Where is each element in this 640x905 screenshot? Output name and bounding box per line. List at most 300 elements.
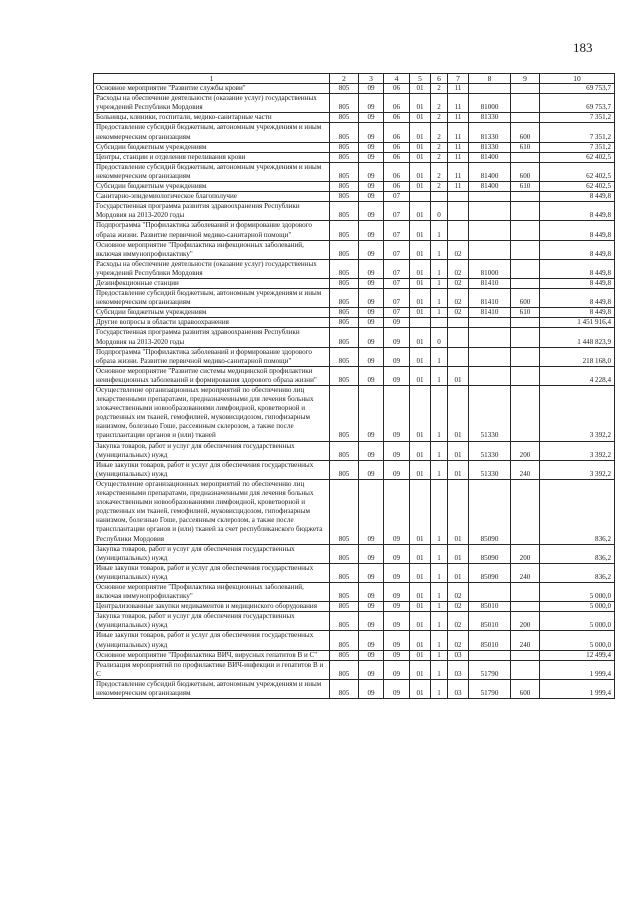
program-cell: [410, 318, 431, 328]
header-row: [94, 74, 615, 84]
section-code-cell: 09: [359, 113, 384, 123]
subprogram-cell: 1: [431, 308, 448, 318]
target-article-cell: 51330: [469, 460, 511, 479]
event-cell: [448, 221, 469, 240]
subprogram-cell: 1: [431, 631, 448, 650]
event-cell: 01: [448, 441, 469, 460]
expense-type-cell: 240: [511, 563, 540, 582]
table-row: [94, 328, 615, 347]
event-cell: 02: [448, 289, 469, 308]
subsection-code-cell: 09: [384, 631, 410, 650]
program-cell: 01: [410, 660, 431, 679]
table-row: [94, 308, 615, 318]
program-cell: 01: [410, 308, 431, 318]
subprogram-cell: 0: [431, 202, 448, 221]
amount-cell: 8 449,8: [540, 259, 615, 278]
program-code-cell: 805: [330, 366, 359, 385]
expense-type-cell: [511, 366, 540, 385]
program-cell: 01: [410, 544, 431, 563]
event-cell: 01: [448, 386, 469, 442]
row-name-cell: Государственная программа развития здравоохранения Республики Мордовия на 2013-2020 годы: [94, 202, 330, 221]
program-code-cell: 805: [330, 660, 359, 679]
target-article-cell: 81330: [469, 142, 511, 152]
event-cell: 02: [448, 602, 469, 612]
subsection-code-cell: 07: [384, 202, 410, 221]
program-code-cell: 805: [330, 612, 359, 631]
table-row: [94, 123, 615, 142]
program-cell: 01: [410, 679, 431, 698]
target-article-cell: [469, 366, 511, 385]
program-code-cell: 805: [330, 544, 359, 563]
expense-type-cell: 610: [511, 142, 540, 152]
event-cell: 02: [448, 582, 469, 601]
section-code-cell: 09: [359, 544, 384, 563]
program-code-cell: 805: [330, 192, 359, 202]
table-row: [94, 192, 615, 202]
subsection-code-cell: 07: [384, 289, 410, 308]
program-cell: 01: [410, 602, 431, 612]
subsection-code-cell: 09: [384, 563, 410, 582]
subprogram-cell: 1: [431, 386, 448, 442]
row-name-cell: Подпрограмма "Профилактика заболеваний и формирование здорового образа жизни. Развитие первичной медико-санитарной помощи": [94, 221, 330, 240]
row-name-cell: Централизованные закупки медикаментов и медицинского оборудования: [94, 602, 330, 612]
section-code-cell: 09: [359, 94, 384, 113]
row-name-cell: Реализация мероприятий по профилактике ВИЧ-инфекции и гепатитов В и С: [94, 660, 330, 679]
amount-cell: 836,2: [540, 479, 615, 544]
table-row: [94, 631, 615, 650]
row-name-cell: Субсидии бюджетным учреждениям: [94, 308, 330, 318]
table-row: [94, 142, 615, 152]
amount-cell: 1 451 916,4: [540, 318, 615, 328]
program-cell: 01: [410, 347, 431, 366]
amount-cell: 836,2: [540, 544, 615, 563]
page-number: 183: [573, 40, 593, 55]
subprogram-cell: 1: [431, 460, 448, 479]
subsection-code-cell: 06: [384, 162, 410, 181]
section-code-cell: 09: [359, 182, 384, 192]
row-name-cell: Осуществление организационных мероприятий по обеспечению лиц лекарственными препаратами, предназначенными для лечения больных злокачественными новообразованиями лимфоидной, кроветворной и родственных им тканей, гемофилией, муковисцидозом, гипофизарным нанизмом, болезнью Гоше, рассеянным склерозом, а также после трансплантации органов и (или) тканей: [94, 386, 330, 442]
amount-cell: 5 000,0: [540, 612, 615, 631]
subsection-code-cell: 09: [384, 679, 410, 698]
subsection-code-cell: 06: [384, 84, 410, 94]
event-cell: 11: [448, 94, 469, 113]
amount-cell: 8 449,8: [540, 240, 615, 259]
section-code-cell: 09: [359, 347, 384, 366]
expense-type-cell: [511, 660, 540, 679]
subsection-code-cell: 09: [384, 660, 410, 679]
target-article-cell: 81000: [469, 259, 511, 278]
expense-type-cell: [511, 152, 540, 162]
row-name-cell: Государственная программа развития здравоохранения Республики Мордовия на 2013-2020 годы: [94, 328, 330, 347]
event-cell: 01: [448, 460, 469, 479]
subprogram-cell: 1: [431, 278, 448, 288]
table-row: [94, 386, 615, 442]
target-article-cell: [469, 202, 511, 221]
target-article-cell: 51330: [469, 441, 511, 460]
program-cell: 01: [410, 366, 431, 385]
program-cell: 01: [410, 123, 431, 142]
section-code-cell: 09: [359, 192, 384, 202]
section-code-cell: 09: [359, 123, 384, 142]
program-code-cell: 805: [330, 308, 359, 318]
event-cell: 01: [448, 563, 469, 582]
table-row: [94, 441, 615, 460]
table-row: [94, 152, 615, 162]
amount-cell: 5 000,0: [540, 631, 615, 650]
col-header: 8: [469, 74, 511, 84]
program-code-cell: 805: [330, 386, 359, 442]
subprogram-cell: 1: [431, 479, 448, 544]
program-cell: 01: [410, 612, 431, 631]
col-header: 4: [384, 74, 410, 84]
target-article-cell: [469, 318, 511, 328]
expense-type-cell: [511, 582, 540, 601]
program-code-cell: 805: [330, 221, 359, 240]
row-name-cell: Основное мероприятие "Развитие службы крови": [94, 84, 330, 94]
section-code-cell: 09: [359, 328, 384, 347]
section-code-cell: 09: [359, 308, 384, 318]
subsection-code-cell: 09: [384, 441, 410, 460]
section-code-cell: 09: [359, 240, 384, 259]
row-name-cell: Основное мероприятие "Профилактика инфекционных заболеваний, включая иммунопрофилактику": [94, 240, 330, 259]
amount-cell: 69 753,7: [540, 84, 615, 94]
col-header: 6: [431, 74, 448, 84]
section-code-cell: 09: [359, 679, 384, 698]
subsection-code-cell: 09: [384, 366, 410, 385]
expense-type-cell: 240: [511, 631, 540, 650]
subsection-code-cell: 09: [384, 347, 410, 366]
program-code-cell: 805: [330, 278, 359, 288]
table-row: [94, 563, 615, 582]
row-name-cell: Осуществление организационных мероприятий по обеспечению лиц лекарственными препаратами, предназначенными для лечения больных злокачественными новообразованиями лимфоидной, кроветворной и родственных им тканей, гемофилией, муковисцидозом, гипофизарным нанизмом, болезнью Гоше, рассеянным склерозом, а также после трансплантации органов и (или) тканей за счет республиканского бюджета Республики Мордовия: [94, 479, 330, 544]
target-article-cell: 81400: [469, 152, 511, 162]
program-code-cell: 805: [330, 631, 359, 650]
subprogram-cell: 2: [431, 113, 448, 123]
row-name-cell: Основное мероприятие "Профилактика инфекционных заболеваний, включая иммунопрофилактику": [94, 582, 330, 601]
row-name-cell: Центры, станции и отделения переливания крови: [94, 152, 330, 162]
subprogram-cell: 2: [431, 182, 448, 192]
subsection-code-cell: 09: [384, 602, 410, 612]
amount-cell: 8 449,8: [540, 221, 615, 240]
event-cell: 11: [448, 84, 469, 94]
event-cell: 11: [448, 182, 469, 192]
table-row: [94, 460, 615, 479]
col-header: 2: [330, 74, 359, 84]
program-cell: 01: [410, 328, 431, 347]
program-code-cell: 805: [330, 259, 359, 278]
subprogram-cell: [431, 192, 448, 202]
expense-type-cell: [511, 479, 540, 544]
program-cell: 01: [410, 289, 431, 308]
target-article-cell: [469, 221, 511, 240]
target-article-cell: [469, 240, 511, 259]
target-article-cell: [469, 84, 511, 94]
subprogram-cell: 1: [431, 563, 448, 582]
program-code-cell: 805: [330, 152, 359, 162]
program-code-cell: 805: [330, 142, 359, 152]
program-cell: 01: [410, 563, 431, 582]
event-cell: 03: [448, 660, 469, 679]
table-row: [94, 679, 615, 698]
event-cell: 11: [448, 162, 469, 181]
amount-cell: 8 449,8: [540, 202, 615, 221]
event-cell: 03: [448, 679, 469, 698]
expense-type-cell: [511, 650, 540, 660]
event-cell: 11: [448, 113, 469, 123]
row-name-cell: Иные закупки товаров, работ и услуг для обеспечения государственных (муниципальных) нужд: [94, 460, 330, 479]
program-cell: 01: [410, 240, 431, 259]
section-code-cell: 09: [359, 162, 384, 181]
table-body: [94, 84, 615, 699]
subsection-code-cell: 07: [384, 192, 410, 202]
program-code-cell: 805: [330, 679, 359, 698]
program-code-cell: 805: [330, 479, 359, 544]
section-code-cell: 09: [359, 563, 384, 582]
subsection-code-cell: 09: [384, 612, 410, 631]
row-name-cell: Закупка товаров, работ и услуг для обеспечения государственных (муниципальных) нужд: [94, 612, 330, 631]
expense-type-cell: 610: [511, 308, 540, 318]
row-name-cell: Расходы на обеспечение деятельности (оказание услуг) государственных учреждений Республики Мордовия: [94, 94, 330, 113]
subsection-code-cell: 06: [384, 113, 410, 123]
expense-type-cell: [511, 202, 540, 221]
subsection-code-cell: 07: [384, 308, 410, 318]
row-name-cell: Субсидии бюджетным учреждениям: [94, 142, 330, 152]
amount-cell: 836,2: [540, 563, 615, 582]
program-code-cell: 805: [330, 650, 359, 660]
section-code-cell: 09: [359, 441, 384, 460]
row-name-cell: Закупка товаров, работ и услуг для обеспечения государственных (муниципальных) нужд: [94, 441, 330, 460]
row-name-cell: Иные закупки товаров, работ и услуг для обеспечения государственных (муниципальных) нужд: [94, 631, 330, 650]
amount-cell: 3 392,2: [540, 386, 615, 442]
subprogram-cell: 0: [431, 328, 448, 347]
subsection-code-cell: 07: [384, 278, 410, 288]
program-cell: 01: [410, 650, 431, 660]
section-code-cell: 09: [359, 259, 384, 278]
program-code-cell: 805: [330, 563, 359, 582]
expense-type-cell: 200: [511, 544, 540, 563]
program-cell: 01: [410, 113, 431, 123]
event-cell: 02: [448, 278, 469, 288]
program-code-cell: 805: [330, 123, 359, 142]
table-row: [94, 582, 615, 601]
program-code-cell: 805: [330, 240, 359, 259]
expense-type-cell: [511, 221, 540, 240]
subprogram-cell: 1: [431, 544, 448, 563]
row-name-cell: Подпрограмма "Профилактика заболеваний и формирование здорового образа жизни. Развитие первичной медико-санитарной помощи": [94, 347, 330, 366]
target-article-cell: 81400: [469, 182, 511, 192]
event-cell: [448, 318, 469, 328]
row-name-cell: Субсидии бюджетным учреждениям: [94, 182, 330, 192]
subprogram-cell: 2: [431, 162, 448, 181]
event-cell: [448, 202, 469, 221]
section-code-cell: 09: [359, 318, 384, 328]
subsection-code-cell: 09: [384, 544, 410, 563]
event-cell: 02: [448, 631, 469, 650]
section-code-cell: 09: [359, 202, 384, 221]
target-article-cell: [469, 582, 511, 601]
subprogram-cell: 1: [431, 221, 448, 240]
section-code-cell: 09: [359, 660, 384, 679]
table-row: [94, 182, 615, 192]
section-code-cell: 09: [359, 84, 384, 94]
amount-cell: 5 000,0: [540, 582, 615, 601]
section-code-cell: 09: [359, 460, 384, 479]
table-row: [94, 544, 615, 563]
event-cell: 02: [448, 240, 469, 259]
table-row: [94, 289, 615, 308]
event-cell: 03: [448, 650, 469, 660]
program-cell: 01: [410, 84, 431, 94]
amount-cell: 8 449,8: [540, 289, 615, 308]
program-cell: 01: [410, 94, 431, 113]
event-cell: 01: [448, 479, 469, 544]
target-article-cell: 85090: [469, 479, 511, 544]
target-article-cell: 85010: [469, 602, 511, 612]
subprogram-cell: 2: [431, 84, 448, 94]
subprogram-cell: 2: [431, 123, 448, 142]
table-row: [94, 202, 615, 221]
subsection-code-cell: 09: [384, 650, 410, 660]
amount-cell: 1 999,4: [540, 660, 615, 679]
target-article-cell: [469, 192, 511, 202]
row-name-cell: Дезинфекционные станции: [94, 278, 330, 288]
amount-cell: 62 402,5: [540, 152, 615, 162]
subsection-code-cell: 07: [384, 221, 410, 240]
section-code-cell: 09: [359, 366, 384, 385]
table-row: [94, 259, 615, 278]
expense-type-cell: [511, 602, 540, 612]
program-code-cell: 805: [330, 113, 359, 123]
section-code-cell: 09: [359, 612, 384, 631]
row-name-cell: Закупка товаров, работ и услуг для обеспечения государственных (муниципальных) нужд: [94, 544, 330, 563]
program-cell: 01: [410, 221, 431, 240]
target-article-cell: [469, 650, 511, 660]
expense-type-cell: [511, 259, 540, 278]
program-code-cell: 805: [330, 582, 359, 601]
subprogram-cell: 1: [431, 612, 448, 631]
amount-cell: 5 000,0: [540, 602, 615, 612]
program-cell: 01: [410, 386, 431, 442]
amount-cell: 7 351,2: [540, 142, 615, 152]
table-row: [94, 660, 615, 679]
expense-type-cell: [511, 386, 540, 442]
amount-cell: 7 351,2: [540, 123, 615, 142]
subsection-code-cell: 06: [384, 94, 410, 113]
target-article-cell: 85090: [469, 544, 511, 563]
target-article-cell: 81410: [469, 278, 511, 288]
event-cell: 11: [448, 142, 469, 152]
subprogram-cell: 1: [431, 289, 448, 308]
subprogram-cell: 1: [431, 366, 448, 385]
subprogram-cell: 2: [431, 142, 448, 152]
expense-type-cell: [511, 192, 540, 202]
program-code-cell: 805: [330, 202, 359, 221]
program-code-cell: 805: [330, 602, 359, 612]
col-header: 7: [448, 74, 469, 84]
amount-cell: 1 999,4: [540, 679, 615, 698]
amount-cell: 1 448 823,9: [540, 328, 615, 347]
program-cell: 01: [410, 631, 431, 650]
event-cell: [448, 328, 469, 347]
table-row: [94, 650, 615, 660]
event-cell: 02: [448, 612, 469, 631]
program-code-cell: 805: [330, 84, 359, 94]
subsection-code-cell: 09: [384, 460, 410, 479]
expense-type-cell: 200: [511, 441, 540, 460]
table-row: [94, 347, 615, 366]
subprogram-cell: 2: [431, 152, 448, 162]
expense-type-cell: [511, 347, 540, 366]
row-name-cell: Расходы на обеспечение деятельности (оказание услуг) государственных учреждений Республики Мордовия: [94, 259, 330, 278]
section-code-cell: 09: [359, 650, 384, 660]
subsection-code-cell: 09: [384, 582, 410, 601]
expense-type-cell: [511, 278, 540, 288]
target-article-cell: 81000: [469, 94, 511, 113]
table-row: [94, 240, 615, 259]
subprogram-cell: 2: [431, 94, 448, 113]
table-row: [94, 162, 615, 181]
program-cell: 01: [410, 202, 431, 221]
subsection-code-cell: 06: [384, 152, 410, 162]
amount-cell: 8 449,8: [540, 278, 615, 288]
target-article-cell: [469, 328, 511, 347]
expense-type-cell: 240: [511, 460, 540, 479]
col-header: 3: [359, 74, 384, 84]
table-row: [94, 602, 615, 612]
program-cell: 01: [410, 182, 431, 192]
target-article-cell: 81330: [469, 113, 511, 123]
table-row: [94, 366, 615, 385]
section-code-cell: 09: [359, 142, 384, 152]
expense-type-cell: 200: [511, 612, 540, 631]
subsection-code-cell: 09: [384, 318, 410, 328]
program-code-cell: 805: [330, 162, 359, 181]
row-name-cell: Санитарно-эпидемиологическое благополучие: [94, 192, 330, 202]
section-code-cell: 09: [359, 479, 384, 544]
program-code-cell: 805: [330, 94, 359, 113]
subsection-code-cell: 09: [384, 328, 410, 347]
target-article-cell: 81410: [469, 308, 511, 318]
row-name-cell: Иные закупки товаров, работ и услуг для обеспечения государственных (муниципальных) нужд: [94, 563, 330, 582]
event-cell: 01: [448, 544, 469, 563]
table-row: [94, 221, 615, 240]
table-row: [94, 84, 615, 94]
program-cell: 01: [410, 582, 431, 601]
target-article-cell: 51790: [469, 660, 511, 679]
expense-type-cell: 600: [511, 289, 540, 308]
amount-cell: 69 753,7: [540, 94, 615, 113]
amount-cell: 3 392,2: [540, 441, 615, 460]
row-name-cell: Основное мероприятие "Профилактика ВИЧ, вирусных гепатитов В и С": [94, 650, 330, 660]
program-code-cell: 805: [330, 460, 359, 479]
subprogram-cell: 1: [431, 602, 448, 612]
target-article-cell: 81410: [469, 289, 511, 308]
col-header: 9: [511, 74, 540, 84]
target-article-cell: 51330: [469, 386, 511, 442]
expense-type-cell: 600: [511, 162, 540, 181]
table-row: [94, 479, 615, 544]
col-header: 5: [410, 74, 431, 84]
event-cell: 11: [448, 152, 469, 162]
expense-type-cell: [511, 240, 540, 259]
program-cell: 01: [410, 152, 431, 162]
subsection-code-cell: 06: [384, 182, 410, 192]
program-cell: 01: [410, 278, 431, 288]
amount-cell: 4 228,4: [540, 366, 615, 385]
section-code-cell: 09: [359, 221, 384, 240]
program-cell: 01: [410, 142, 431, 152]
program-code-cell: 805: [330, 328, 359, 347]
